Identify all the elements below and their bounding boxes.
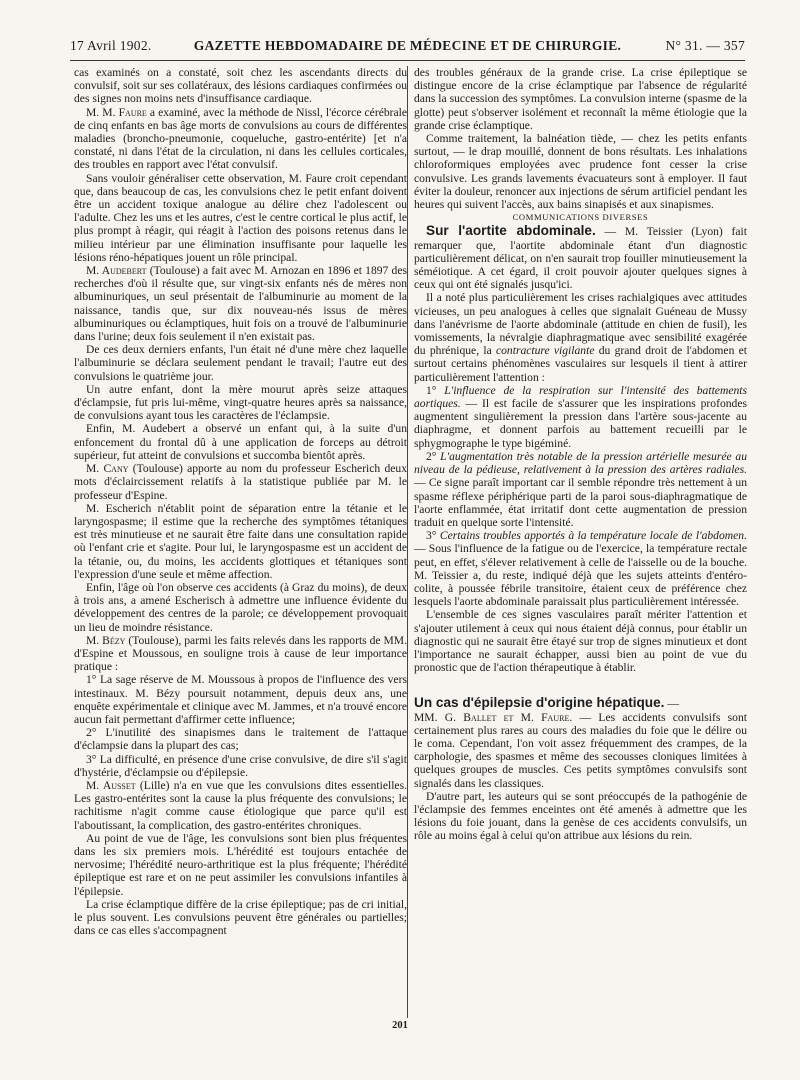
paragraph: MM. G. Ballet et M. Faure. — Les accidents convulsifs sont certainement plus rares au cours des maladies du foie que le délire ou le coma. Cependant, l'on voit assez fréquemment des crampes, de la carphologie, des spasmes et même des secousses cloniques limitées à quelques groupes de muscles. Ces petits symptômes convulsifs sont signalés dans les classiques. xyxy=(414,710,747,790)
paragraph: D'autre part, les auteurs qui se sont préoccupés de la pathogénie de l'éclampsie des femmes enceintes ont été amenés à admettre que les lésions du foie jouant, dans la genèse de ces accidents convulsifs, un rôle au moins égal à celui qu'on attribue aux lésions du rein. xyxy=(414,789,747,843)
paragraph: M. Escherich n'établit point de séparation entre la tétanie et le laryngospasme; il estime que la recherche des symptômes tétaniques est très minutieuse et ne saurait être faite dans une consultation rapide où l'enfant crie et s'agite. Pour lui, le laryngospasme est un accident de la tétanie, ou, du moins, les accidents glottiques et tétaniques sont l'expression d'une seule et même affection. xyxy=(74,501,407,581)
speaker-name: M. Cany xyxy=(86,462,129,476)
article-title: Un cas d'épilepsie d'origine hépatique. xyxy=(414,695,665,711)
paragraph: La crise éclamptique diffère de la crise épileptique; pas de cri initial, le plus souvent. Les convulsions peuvent être générales ou partielles; dans ce cas elles s'accompagnent xyxy=(74,897,407,938)
speaker-name: M. Bézy xyxy=(86,633,126,647)
paragraph: Au point de vue de l'âge, les convulsions sont bien plus fréquentes dans les six premiers mois. L'hérédité est toujours entachée de nervosime; l'hérédité neuro-arthritique est la plus fréquente; l'hérédité épileptique est rare et on ne peut assimiler les convulsions infantiles à l'épilepsie. xyxy=(74,831,407,898)
paragraph: 1° La sage réserve de M. Moussous à propos de l'influence des vers intestinaux. M. Bézy poursuit notamment, depuis deux ans, une enquête expérimentale et clinique avec M. Jammes, et n'a trouvé encore aucun fait permettant d'affirmer cette influence; xyxy=(74,673,408,726)
paragraph: Sans vouloir généraliser cette observation, M. Faure croit cependant que, dans beaucoup de cas, les convulsions chez le petit enfant doivent être un accident toxique analogue au délire chez l'adolescent ou l'adulte. Chez les uns et les autres, c'est le centre cortical le plus actif, le plus prompt à réagir, qui réagit à l'action des poisons retenus dans le milieu intérieur par une élimination insuffisante pour laquelle les lésions réno-hépatiques jouent un rôle principal. xyxy=(74,171,407,264)
signature-mark: 201 xyxy=(392,1020,408,1031)
speaker-name: M. Ausset xyxy=(86,778,136,792)
page-number: N° 31. — 357 xyxy=(665,38,745,53)
article-intro: Un cas d'épilepsie d'origine hépatique. — xyxy=(414,695,679,711)
spacer xyxy=(414,674,747,696)
paragraph: des troubles généraux de la grande crise. La crise épileptique se distingue encore de la crise éclamptique par l'absence de régularité dans la succession des symptômes. La convulsion interne (spasme de la glotte) peut s'observer isolément et reconnaît la même étiologie que la grande crise éclamptique. xyxy=(414,66,747,132)
paragraph: M. Bézy (Toulouse), parmi les faits relevés dans les rapports de MM. d'Espine et Moussous, en souligne trois à cause de leur importance pratique : xyxy=(74,633,408,674)
paragraph: De ces deux derniers enfants, l'un était né d'une mère chez laquelle l'albuminurie se déclara seulement pendant le travail; l'autre eut des convulsions le quatrième jour. xyxy=(74,343,407,383)
paragraph: L'ensemble de ces signes vasculaires paraît mériter l'attention et s'ajouter utilement à ceux qui nous étaient déjà connus, pour établir un diagnostic qui ne saurait être étayé sur trop de signes minutieux et dont l'importance ne saurait échapper, aussi bien au point de vue du pronostic que de l'action thérapeutique à établir. xyxy=(414,608,747,675)
paragraph: M. M. Faure a examiné, avec la méthode de Nissl, l'écorce cérébrale de cinq enfants en bas âge morts de convulsions au cours de différentes maladies (broncho-pneumonie, coqueluche, gastro-entérite) [et n'a constaté, ni dans l'état de la circulation, ni dans les cellules corticales, des troubles en rapport avec l'état convulsif. xyxy=(74,105,408,172)
left-column xyxy=(74,66,407,937)
paragraph: Un autre enfant, dont la mère mourut après seize attaques d'éclampsie, fut pris lui-même, vingt-quatre heures après sa naissance, de convulsions ayant tous les caractères de l'éclampsie. xyxy=(74,382,407,423)
speaker-name: M. Audebert xyxy=(86,264,147,278)
right-column xyxy=(414,66,747,843)
speaker-name: MM. G. Ballet et M. Faure. xyxy=(414,710,573,724)
page-header xyxy=(70,38,745,60)
journal-title: GAZETTE HEBDOMADAIRE DE MÉDECINE ET DE CHIRURGIE. xyxy=(193,38,622,53)
paragraph: M. Audebert (Toulouse) a fait avec M. Arnozan en 1896 et 1897 des recherches d'où il résulte que, sur vingt-six enfants nés de mères non albuminuriques, un seul présentait de l'albuminurie au moment de la naissance, tandis que, sur dix nouveau-nés issus de mères albuminuriques ou éclamptiques, huit fois on a trouvé de l'albuminurie dans l'urine; deux fois seulement il n'en existait pas. xyxy=(74,264,407,344)
speaker-name: M. M. Faure xyxy=(86,105,147,119)
paragraph: Enfin, l'âge où l'on observe ces accidents (à Graz du moins), de deux à trois ans, a amené Escherisch à admettre une influence évidente du développement des centres de la parole; ce développement provoquait un lieu de moindre résistance. xyxy=(74,580,407,634)
paragraph: Comme traitement, la balnéation tiède, — chez les petits enfants surtout, — le drap mouillé, donnent de bons résultats. Les inhalations chloroformiques employées avec prudence font cesser la crise convulsive. Les grands lavements évacuateurs sont à employer. Il faut éviter la douleur, renoncer aux injections de sérum artificiel pendant les heures qui suivent l'accès, aux bains sinapisés et aux sinapismes. xyxy=(414,132,747,212)
paragraph: M. Ausset (Lille) n'a en vue que les convulsions dites essentielles. Les gastro-entérites sont la cause la plus fréquente des convulsions; le rachitisme n'agit comme cause étiologique que parce qu'il est l'aboutissant, la complication, des gastro-entérites chroniques. xyxy=(74,778,407,832)
header-rule xyxy=(70,60,745,61)
list-item: 1° L'influence de la respiration sur l'intensité des battements aortiques. — Il est facile de s'assurer que les inspirations profondes augmentent singulièrement la pression dans l'artère sous-jacente au diaphragme, et donnent parfois au battement recueilli par le sphygmographe le type bigéminé. xyxy=(414,383,747,450)
paragraph: Enfin, M. Audebert a observé un enfant qui, à la suite d'un enfoncement du frontal dû à une application de forceps au détroit supérieur, fut atteint de convulsions et succomba bientôt après. xyxy=(74,422,407,462)
article-intro: Sur l'aortite abdominale. — M. Teissier (Lyon) fait remarquer que, l'aortite abdominale étant d'un diagnostic particulièrement délicat, on n'en saurait trop fouiller minutieusement la séméiotique. A cet égard, il croit pouvoir ajouter quelques signes à ceux qui ont été signalés jusqu'ici. xyxy=(414,223,747,292)
issue-date: 17 Avril 1902. xyxy=(70,38,152,53)
paragraph: Il a noté plus particulièrement les crises rachialgiques avec attitudes vicieuses, un peu analogues à celles que signalait Guéneau de Mussy dans l'anévrisme de l'aorte abdominale (attitude en chien de fusil), les vomissements, la névralgie diaphragmatique avec sensibilité exagérée du phrénique, la contracture vigilante du grand droit de l'abdomen et surtout certains phénomènes vasculaires sur lesquels il tient à attirer particulièrement l'attention : xyxy=(414,291,747,384)
paragraph: 3° La difficulté, en présence d'une crise convulsive, de dire s'il s'agit d'hystérie, d'éclampsie ou d'épilepsie. xyxy=(74,752,407,779)
list-item: 3° Certains troubles apportés à la température locale de l'abdomen. — Sous l'influence de la fatigue ou de l'exercice, la température rectale peut, en effet, s'élever relativement à celle de l'aisselle ou de la bouche. M. Teissier a, du reste, indiqué déjà que les sujets atteints d'entéro-colite, à poussée fébrile transitoire, étaient ceux de préférence chez lesquels l'aorte abdominale paraissait plus particulièrement intéressée. xyxy=(414,529,747,609)
column-divider xyxy=(407,66,408,1018)
list-item: 2° L'augmentation très notable de la pression artérielle mesurée au niveau de la pédieuse, relativement à la pression des artères radiales. — Ce signe paraît important car il semble répondre très nettement à un spasme réflexe périphérique parti de la paroi sous-diaphragmatique de l'aorte enflammée, état irritatif dont cette augmentation de pression traduit en quelque sorte l'intensité. xyxy=(414,449,748,529)
paragraph: M. Cany (Toulouse) apporte au nom du professeur Escherich deux mots d'éclaircissement relatifs à la statistique publiée par M. le professeur d'Espine. xyxy=(74,462,408,502)
paragraph: 2° L'inutilité des sinapismes dans le traitement de l'attaque d'éclampsie dans la plupart des cas; xyxy=(74,726,407,753)
section-heading: COMMUNICATIONS DIVERSES xyxy=(512,212,649,223)
article-title: Sur l'aortite abdominale. xyxy=(426,223,596,239)
paragraph: cas examinés on a constaté, soit chez les ascendants directs du convulsif, soit sur ses collatéraux, des lésions cardiaques confirmées ou des signes non moins nets d'insuffisance cardiaque. xyxy=(74,66,407,106)
